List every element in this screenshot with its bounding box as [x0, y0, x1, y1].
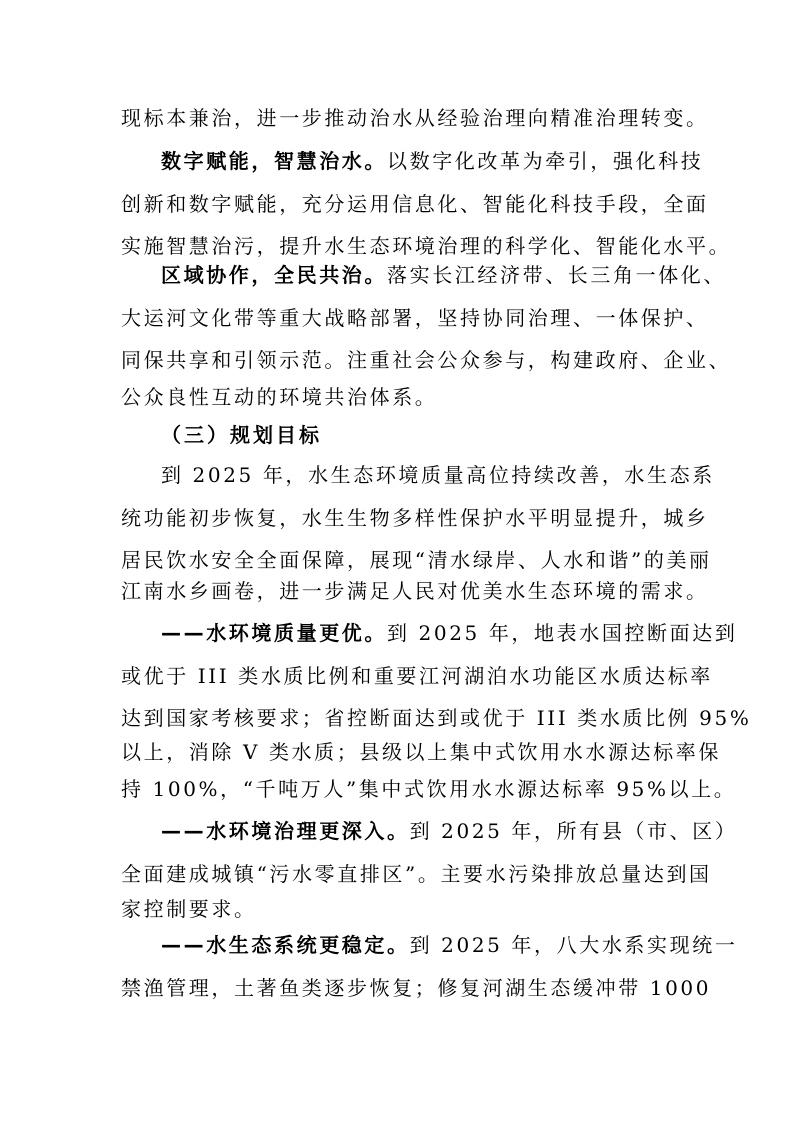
line-text: 以上，消除 V 类水质；县级以上集中式饮用水水源达标率保	[121, 740, 721, 764]
paragraph-line	[121, 504, 709, 532]
paragraph-line	[121, 190, 709, 218]
section-line-digital-empowerment	[161, 147, 704, 175]
paragraph-line	[161, 461, 715, 489]
bold-lead: 数字赋能，智慧治水。	[161, 149, 387, 173]
paragraph-line	[121, 860, 712, 888]
heading-text: （三）规划目标	[161, 423, 322, 447]
section-line-water-ecosystem	[161, 931, 738, 959]
line-text: 到 2025 年，所有县（市、区）	[409, 819, 738, 843]
line-text: 到 2025 年，水生态环境质量高位持续改善，水生态系	[161, 463, 715, 487]
line-text: 同保共享和引领示范。注重社会公众参与，构建政府、企业、	[121, 348, 732, 372]
paragraph-line	[121, 775, 737, 803]
line-text: 家控制要求。	[121, 897, 257, 921]
section-line-regional-cooperation	[161, 261, 726, 289]
line-text: 达到国家考核要求；省控断面达到或优于 III 类水质比例 95%	[121, 706, 752, 730]
bold-lead: ——水环境质量更优。	[161, 621, 387, 645]
line-text: 以数字化改革为牵引，强化科技	[387, 149, 704, 173]
paragraph-line	[121, 232, 732, 260]
paragraph-line	[121, 974, 712, 1002]
section-line-water-quality	[161, 619, 738, 647]
line-text: 到 2025 年，八大水系实现统一	[409, 933, 738, 957]
line-text: 创新和数字赋能，充分运用信息化、智能化科技手段，全面	[121, 192, 709, 216]
line-text: 实施智慧治污，提升水生态环境治理的科学化、智能化水平。	[121, 234, 732, 258]
line-text: 禁渔管理，土著鱼类逐步恢复；修复河湖生态缓冲带 1000	[121, 976, 712, 1000]
bold-lead: 区域协作，全民共治。	[161, 263, 387, 287]
paragraph-line	[121, 577, 709, 605]
section-line-water-governance	[161, 817, 738, 845]
paragraph-line	[121, 104, 709, 132]
paragraph-line	[121, 346, 732, 374]
paragraph-line	[121, 704, 752, 732]
line-text: 全面建成城镇“污水零直排区”。主要水污染排放总量达到国	[121, 862, 712, 886]
line-text: 江南水乡画卷，进一步满足人民对优美水生态环境的需求。	[121, 579, 709, 603]
paragraph-line	[121, 304, 709, 332]
paragraph-line	[121, 383, 673, 411]
line-text: 到 2025 年，地表水国控断面达到	[387, 621, 738, 645]
paragraph-line	[121, 546, 712, 574]
section-heading	[161, 421, 713, 449]
line-text: 公众良性互动的环境共治体系。	[121, 385, 438, 409]
line-text: 居民饮水安全全面保障，展现“清水绿岸、人水和谐”的美丽	[121, 548, 712, 572]
line-text: 现标本兼治，进一步推动治水从经验治理向精准治理转变。	[121, 106, 709, 130]
paragraph-line	[121, 895, 673, 923]
line-text: 持 100%，“千吨万人”集中式饮用水水源达标率 95%以上。	[121, 777, 737, 801]
line-text: 或优于 III 类水质比例和重要江河湖泊水功能区水质达标率	[121, 664, 713, 688]
bold-lead: ——水环境治理更深入。	[161, 819, 410, 843]
bold-lead: ——水生态系统更稳定。	[161, 933, 410, 957]
line-text: 大运河文化带等重大战略部署，坚持协同治理、一体保护、	[121, 306, 709, 330]
line-text: 统功能初步恢复，水生生物多样性保护水平明显提升，城乡	[121, 506, 709, 530]
line-text: 落实长江经济带、长三角一体化、	[387, 263, 726, 287]
paragraph-line	[121, 738, 721, 766]
paragraph-line	[121, 662, 713, 690]
